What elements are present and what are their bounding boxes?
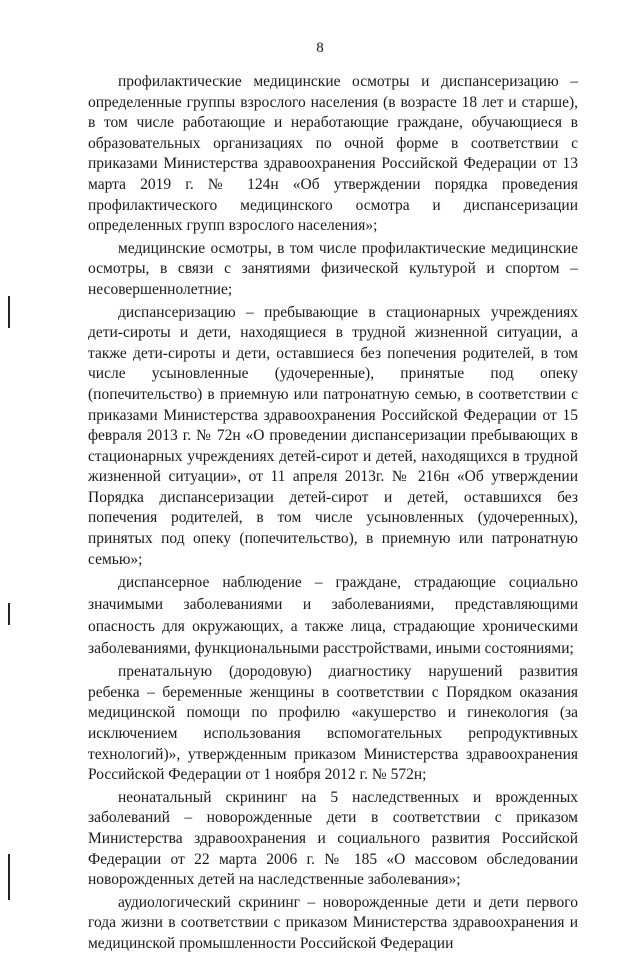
- paragraph-dispensarization-orphans: диспансеризацию – пребывающие в стационарных учреждениях дети-сироты и дети, находящиеся в трудной жизненной ситуации, а также дети-сироты и дети, оставшиеся без попечения родителей, в том числе усыновленные (удочеренные), принятые под опеку (попечительство) в приемную или патронатную семью, в соответствии с приказами Министерства здравоохранения Российской Федерации от 15 февраля 2013 г. № 72н «О проведении диспансеризации пребывающих в стационарных учреждениях детей-сирот и детей, находящихся в трудной жизненной ситуации», от 11 апреля 2013г. № 216н «Об утверждении Порядка диспансеризации детей-сирот и детей, оставшихся без попечения родителей, в том числе усыновленных (удочеренных), принятых под опеку (попечительство), в приемную или патронатную семью»;: [88, 303, 578, 568]
- paragraph-prenatal-diagnostics: пренатальную (дородовую) диагностику нарушений развития ребенка – беременные женщины в соответствии с Порядком оказания медицинской помощи по профилю «акушерство и гинекология (за исключением использования вспомогательных репродуктивных технологий)», утвержденным приказом Министерства здравоохранения Российской Федерации от 1 ноября 2012 г. № 572н;: [88, 663, 578, 784]
- scan-edge-mark: [8, 603, 10, 625]
- document-body: [88, 72, 578, 955]
- paragraph-preventive-checkups: профилактические медицинские осмотры и диспансеризацию – определенные группы взрослого населения (в возрасте 18 лет и старше), в том числе работающие и неработающие граждане, обучающиеся в образовательных организациях по очной форме в соответствии с приказами Министерства здравоохранения Российской Федерации от 13 марта 2019 г. № 124н «Об утверждении порядка проведения профилактического медицинского осмотра и диспансеризации определенных групп взрослого населения»;: [88, 73, 578, 235]
- paragraph-dispensary-observation: диспансерное наблюдение – граждане, страдающие социально значимыми заболеваниями и заболеваниями, представляющими опасность для окружающих, а также лица, страдающие хроническими заболеваниями, функциональными расстройствами, иными состояниями;: [88, 574, 578, 658]
- paragraph-medical-checkups-sport: медицинские осмотры, в том числе профилактические медицинские осмотры, в связи с занятиями физической культурой и спортом – несовершеннолетние;: [88, 239, 578, 298]
- paragraph-audiological-screening: аудиологический скрининг – новорожденные дети и дети первого года жизни в соответствии с приказом Министерства здравоохранения и медицинской промышленности Российской Федерации: [88, 893, 578, 952]
- paragraph-neonatal-screening: неонатальный скрининг на 5 наследственных и врожденных заболеваний – новорожденные дети в соответствии с приказом Министерства здравоохранения и социального развития Российской Федерации от 22 марта 2006 г. № 185 «О массовом обследовании новорожденных детей на наследственные заболевания»;: [88, 788, 578, 889]
- scan-edge-mark: [8, 296, 10, 328]
- scan-edge-mark: [8, 854, 10, 900]
- page-number: 8: [316, 40, 324, 56]
